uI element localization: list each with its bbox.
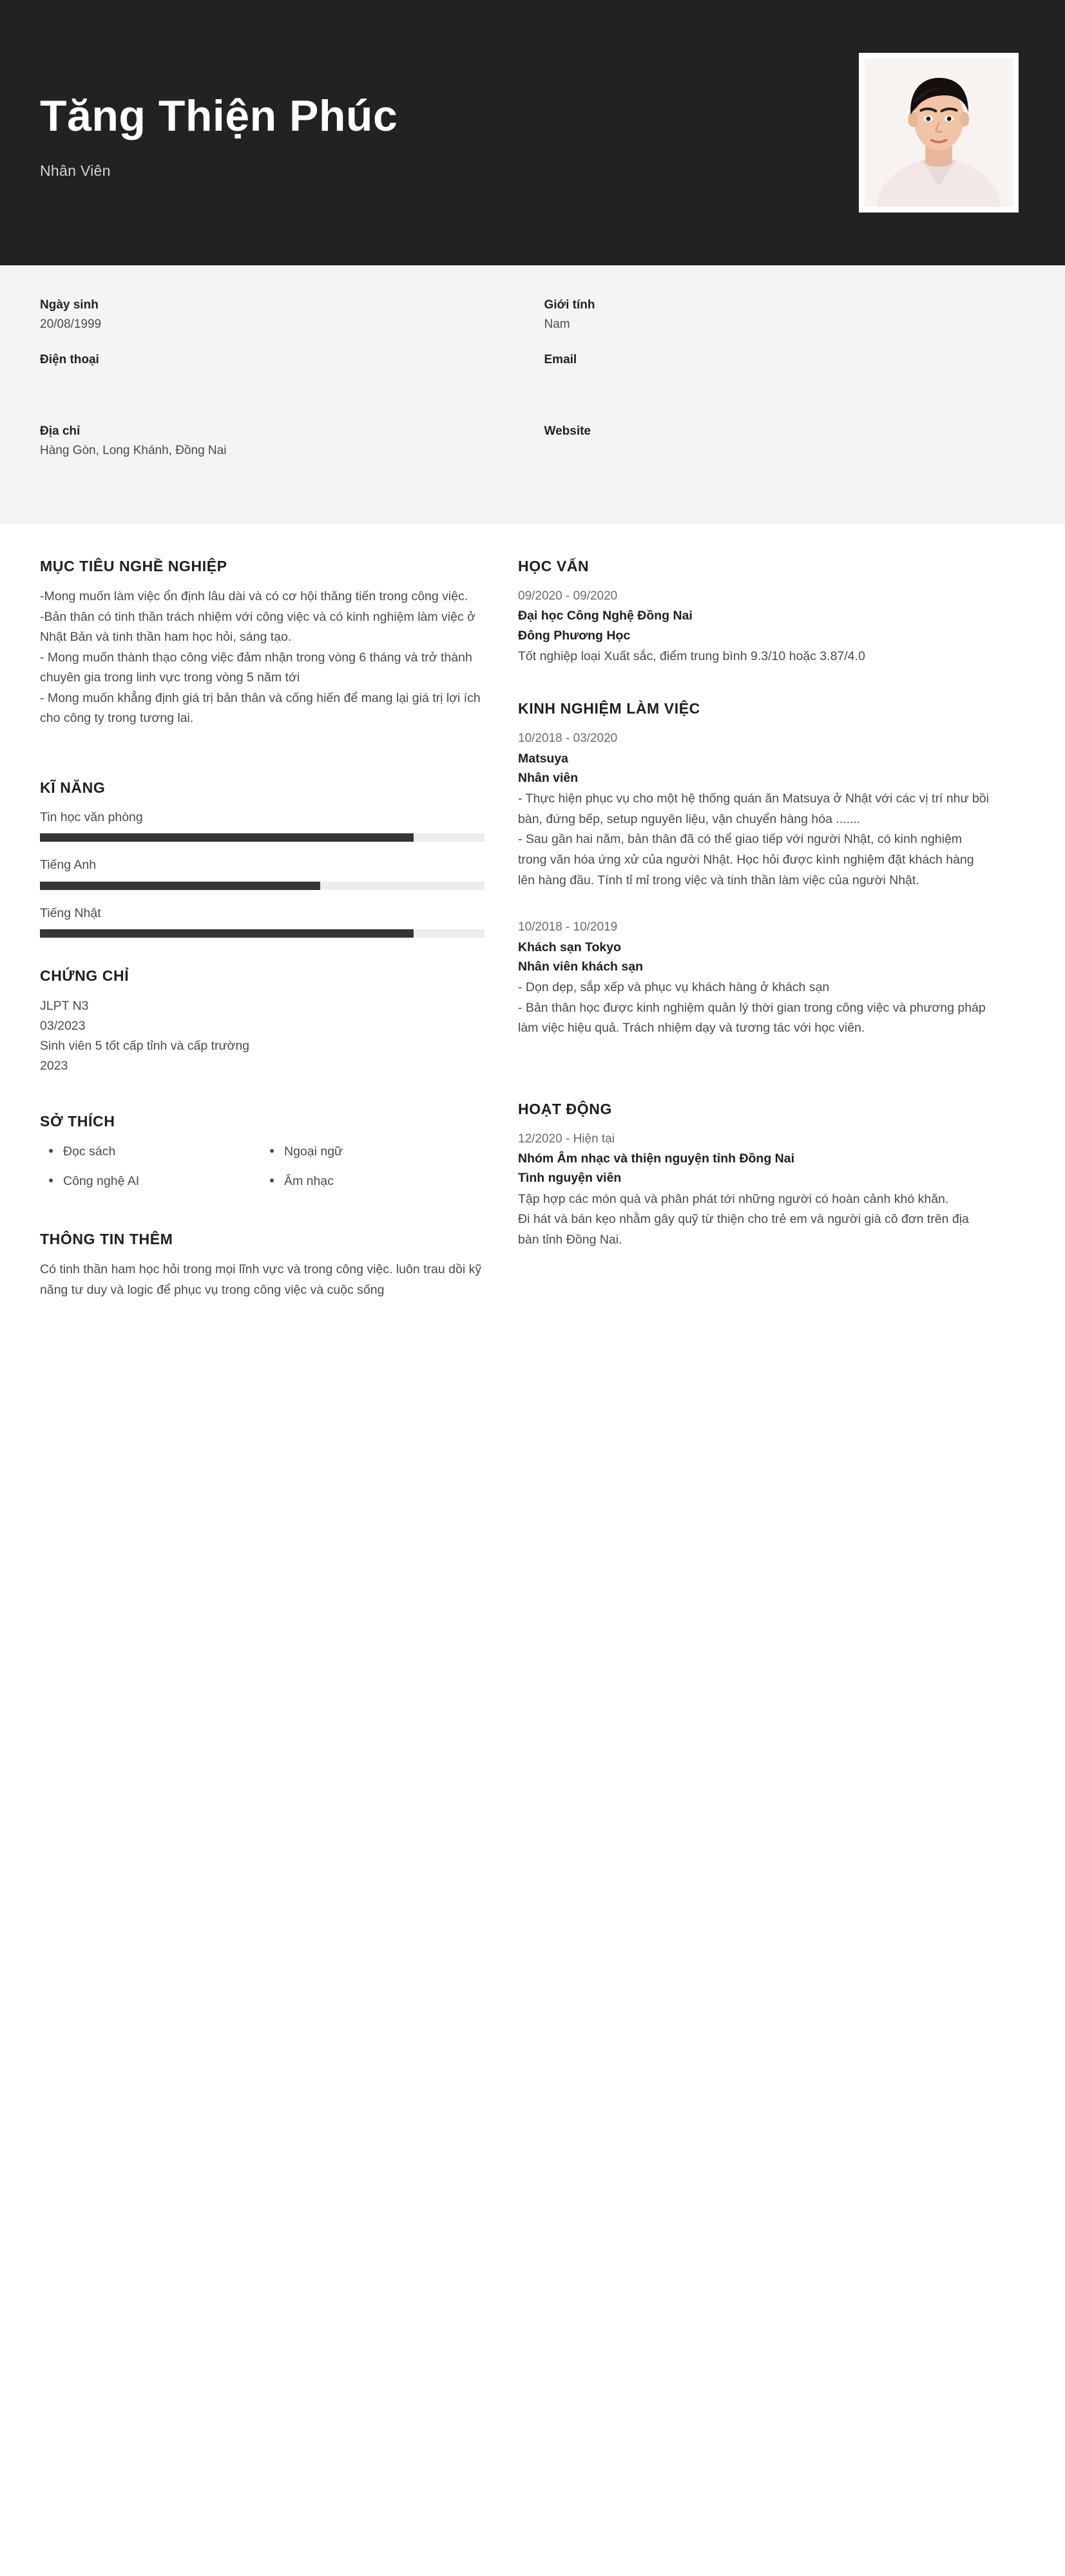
skill-label: Tiếng Anh <box>40 858 97 873</box>
objective-line: -Mong muốn làm việc ổn định lâu dài và có cơ hội thăng tiến trong công việc. <box>40 589 468 603</box>
skill-progress-fill <box>40 833 414 842</box>
info-label: Email <box>544 352 577 366</box>
section-title: CHỨNG CHỈ <box>40 967 130 984</box>
info-value: Hàng Gòn, Long Khánh, Đồng Nai <box>40 443 227 457</box>
hobby-label: Đọc sách <box>63 1144 116 1159</box>
section-title: THÔNG TIN THÊM <box>40 1230 173 1247</box>
hobby-label: Ngoại ngữ <box>284 1144 343 1159</box>
skill-row <box>40 904 485 938</box>
photo-frame <box>859 53 1019 213</box>
section-title: SỞ THÍCH <box>40 1112 115 1130</box>
bullet-icon <box>49 1179 53 1182</box>
entry-description: Đi hát và bán kẹo nhằm gây quỹ từ thiện cho trẻ em và người già cô đơn trên địa bàn tỉnh Đồng Nai. <box>518 1212 969 1247</box>
section-title: KĨ NĂNG <box>40 779 106 797</box>
hobby-label: Âm nhạc <box>284 1173 334 1188</box>
entry-role: Nhân viên <box>518 771 579 786</box>
bullet-icon <box>270 1179 274 1182</box>
hobby-label: Công nghệ AI <box>63 1173 140 1188</box>
certificate-line: 2023 <box>40 1059 68 1074</box>
entry-organization: Matsuya <box>518 751 569 766</box>
header-text-block <box>40 86 398 180</box>
certificate-line: Sinh viên 5 tốt cấp tỉnh và cấp trường <box>40 1039 250 1054</box>
info-label: Website <box>544 424 591 439</box>
info-value <box>544 442 1026 478</box>
bullet-icon <box>270 1149 274 1153</box>
education-entry <box>518 587 992 667</box>
entry-description: Tập hợp các món quà và phân phát tới những người có hoàn cảnh khó khăn. <box>518 1191 949 1206</box>
section-certificates <box>40 967 485 1077</box>
info-item-website <box>544 422 1026 478</box>
info-label: Giới tính <box>544 298 595 312</box>
cv-header <box>0 0 1065 265</box>
skill-progress-track <box>40 929 485 938</box>
entry-organization: Nhóm Âm nhạc và thiện nguyện tỉnh Đồng Nai <box>518 1151 795 1166</box>
objective-line: - Mong muốn thành thạo công việc đảm nhận trong vòng 6 tháng và trở thành chuyên gia trong linh vực trong vòng 5 năm tới <box>40 650 472 685</box>
list-item <box>43 1171 264 1191</box>
list-item <box>264 1142 485 1161</box>
info-label: Địa chỉ <box>40 424 81 439</box>
list-item <box>264 1171 485 1191</box>
cv-left-column <box>40 558 518 1300</box>
entry-role: Tình nguyện viên <box>518 1171 622 1186</box>
entry-role: Đông Phương Học <box>518 628 631 643</box>
personal-info-left-column <box>40 296 533 489</box>
entry-description: - Sau gần hai năm, bản thân đã có thể giao tiếp với người Nhật, có kinh nghiệm trong văn hóa ứng xử của người Nhật. Học hỏi được kình nghiệm đặt khách hàng lên hàng đầu. Tính tỉ mỉ trong việc và tinh thần làm việc của người Nhật. <box>518 832 974 887</box>
entry-description: - Bản thân học được kinh nghiệm quản lý thời gian trong công việc và phương pháp làm việc hiệu quả. Trách nhiệm dạy và tương tác với học viên. <box>518 1000 986 1036</box>
info-value <box>40 370 533 406</box>
cv-body <box>0 524 1065 1300</box>
section-additional-info <box>40 1231 485 1300</box>
entry-role: Nhân viên khách sạn <box>518 959 643 974</box>
activity-entry <box>518 1130 992 1251</box>
avatar <box>865 59 1013 207</box>
skill-label: Tin học văn phòng <box>40 810 143 825</box>
section-title: HOẠT ĐỘNG <box>518 1100 612 1117</box>
experience-entry <box>518 729 992 891</box>
info-item-address <box>40 422 533 460</box>
info-value: 20/08/1999 <box>40 317 102 331</box>
entry-description: - Dọn dẹp, sắp xếp và phục vụ khách hàng ở khách sạn <box>518 980 830 995</box>
section-skills <box>40 779 485 938</box>
skill-row <box>40 856 485 889</box>
section-work-experience <box>518 700 992 1038</box>
page-title: Tăng Thiện Phúc <box>40 91 398 141</box>
entry-date: 09/2020 - 09/2020 <box>518 589 618 603</box>
personal-info-band <box>0 265 1065 524</box>
entry-organization: Khách sạn Tokyo <box>518 940 622 954</box>
bullet-icon <box>49 1149 53 1153</box>
objective-line: -Bản thân có tinh thần trách nhiệm với công việc và có kinh nghiệm làm việc ở Nhật Bản và tinh thần ham học hỏi, sáng tạo. <box>40 609 475 645</box>
entry-description: Tốt nghiệp loại Xuất sắc, điểm trung bình 9.3/10 hoặc 3.87/4.0 <box>518 649 865 663</box>
skill-progress-fill <box>40 929 414 938</box>
entry-date: 12/2020 - Hiện tại <box>518 1132 615 1146</box>
list-item <box>43 1142 264 1161</box>
info-item-phone <box>40 351 533 406</box>
entry-date: 10/2018 - 10/2019 <box>518 920 618 934</box>
info-item-email <box>544 351 1026 406</box>
info-value: Nam <box>544 317 570 331</box>
skill-row <box>40 808 485 842</box>
info-item-gender <box>544 296 1026 334</box>
cv-right-column <box>518 558 992 1250</box>
entry-organization: Đại học Công Nghệ Đồng Nai <box>518 609 693 623</box>
entry-date: 10/2018 - 03/2020 <box>518 732 618 746</box>
certificate-line: 03/2023 <box>40 1018 86 1033</box>
section-education <box>518 558 992 667</box>
info-label: Ngày sinh <box>40 298 99 312</box>
hobby-list <box>40 1142 485 1201</box>
section-hobbies <box>40 1113 485 1201</box>
certificate-line: JLPT N3 <box>40 998 89 1013</box>
additional-info-text: Có tinh thần ham học hỏi trong mọi lĩnh vực và trong công việc. luôn trau dồi kỹ năng tư duy và logic để phục vụ trong công việc và cuộc sống <box>40 1262 482 1297</box>
experience-entry <box>518 918 992 1039</box>
info-label: Điện thoại <box>40 352 99 366</box>
section-career-objective <box>40 558 485 729</box>
entry-description: - Thực hiện phục vụ cho một hệ thống quán ăn Matsuya ở Nhật với các vị trí như bồi bàn, đứng bếp, setup nguyên liệu, vận chuyển hàng hóa ....... <box>518 791 989 826</box>
skill-progress-fill <box>40 882 320 890</box>
objective-line: - Mong muốn khẳng định giá trị bản thân và cống hiến để mang lại giá trị lợi ích cho công ty trong tương lai. <box>40 690 481 726</box>
info-value <box>544 370 1026 406</box>
section-activities <box>518 1101 992 1251</box>
info-item-birthdate <box>40 296 533 334</box>
section-title: KINH NGHIỆM LÀM VIỆC <box>518 700 700 717</box>
section-title: HỌC VẤN <box>518 558 590 574</box>
portrait-photo-icon <box>865 59 1013 207</box>
skill-label: Tiếng Nhật <box>40 905 101 920</box>
section-title: MỤC TIÊU NGHỀ NGHIỆP <box>40 558 227 574</box>
skill-progress-track <box>40 882 485 890</box>
skill-progress-track <box>40 833 485 842</box>
job-title: Nhân Viên <box>40 162 111 179</box>
personal-info-right-column <box>533 296 1026 489</box>
